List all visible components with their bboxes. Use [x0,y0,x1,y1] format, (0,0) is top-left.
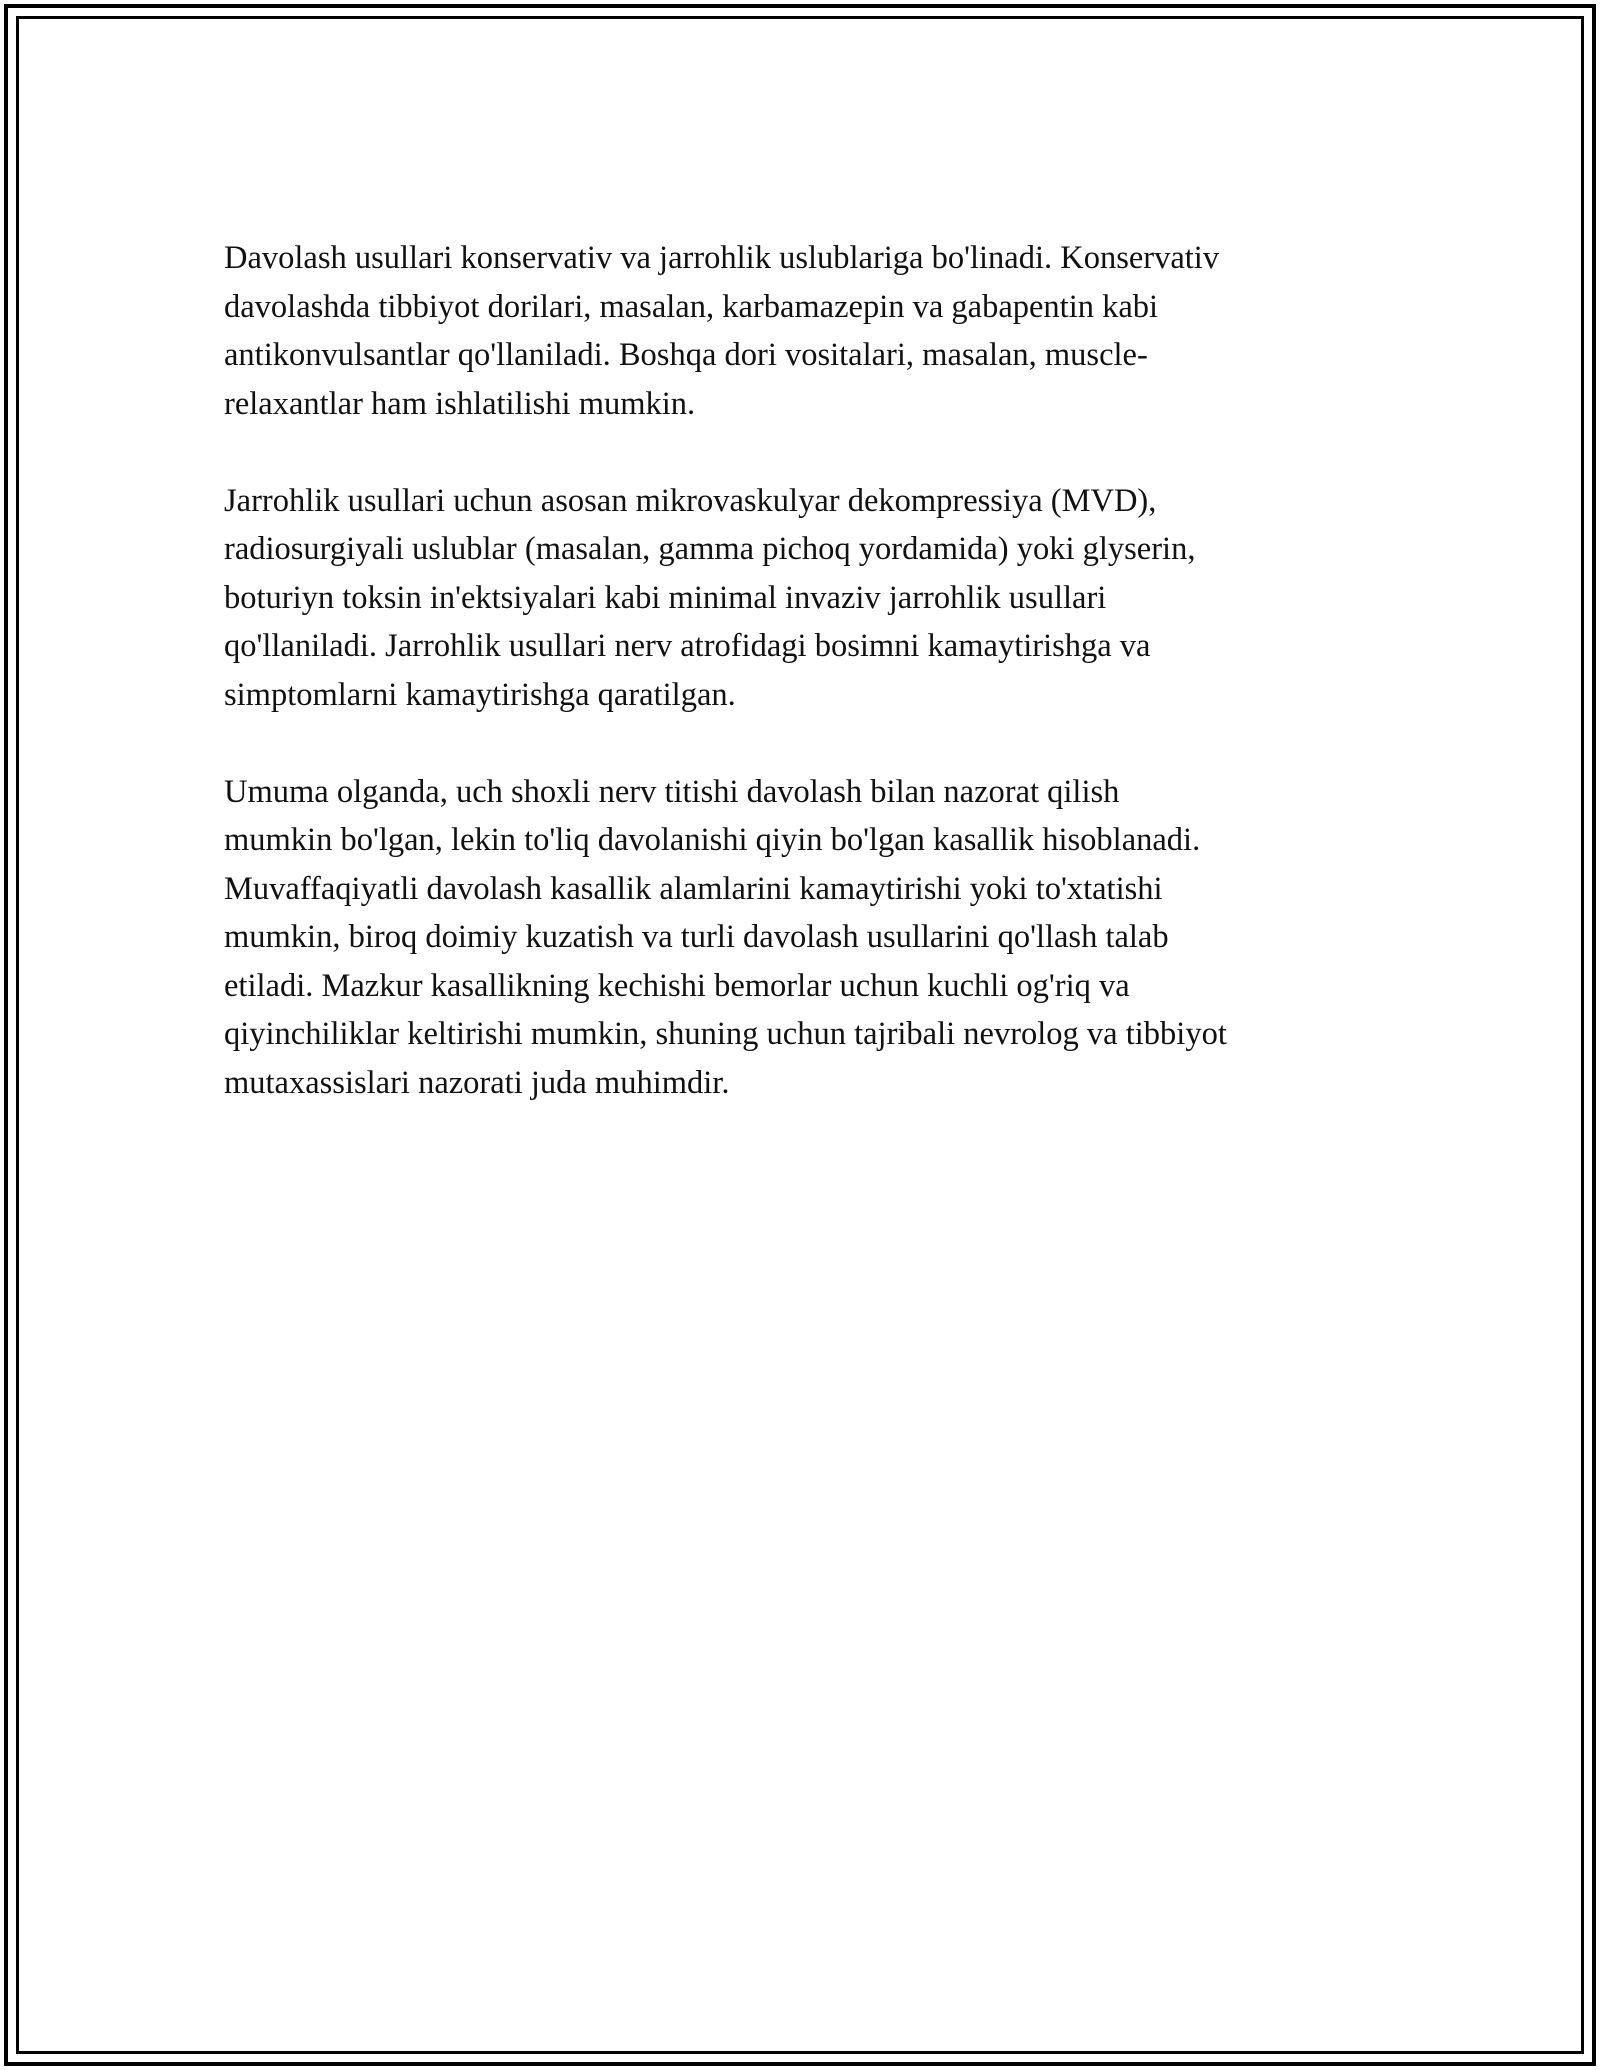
paragraph-conclusion: Umuma olganda, uch shoxli nerv titishi davolash bilan nazorat qilish mumkin bo'lgan, lekin to'liq davolanishi qiyin bo'lgan kasallik hisoblanadi. Muvaffaqiyatli davolash kasallik alamlarini kamaytirishi yoki to'xtatishi mumkin, biroq doimiy kuzatish va turli davolash usullarini qo'llash talab etiladi. Mazkur kasallikning kechishi bemorlar uchun kuchli og'riq va qiyinchiliklar keltirishi mumkin, shuning uchun tajribali nevrolog va tibbiyot mutaxassislari nazorati juda muhimdir. [224,773,1227,1101]
paragraph-treatment-methods: Davolash usullari konservativ va jarrohlik uslublariga bo'linadi. Konservativ davolashda tibbiyot dorilari, masalan, karbamazepin va gabapentin kabi antikonvulsantlar qo'llaniladi. Boshqa dori vositalari, masalan, muscle- relaxantlar ham ishlatilishi mumkin. [224,240,1220,422]
paragraph-surgical-methods: Jarrohlik usullari uchun asosan mikrovaskulyar dekompressiya (MVD), radiosurgiyali uslublar (masalan, gamma pichoq yordamida) yoki glyserin, boturiyn toksin in'ektsiyalari kabi minimal invaziv jarrohlik usullari qo'llaniladi. Jarrohlik usullari nerv atrofidagi bosimni kamaytirishga va simptomlarni kamaytirishga qaratilgan. [224,482,1196,713]
document-body [224,234,1394,1156]
